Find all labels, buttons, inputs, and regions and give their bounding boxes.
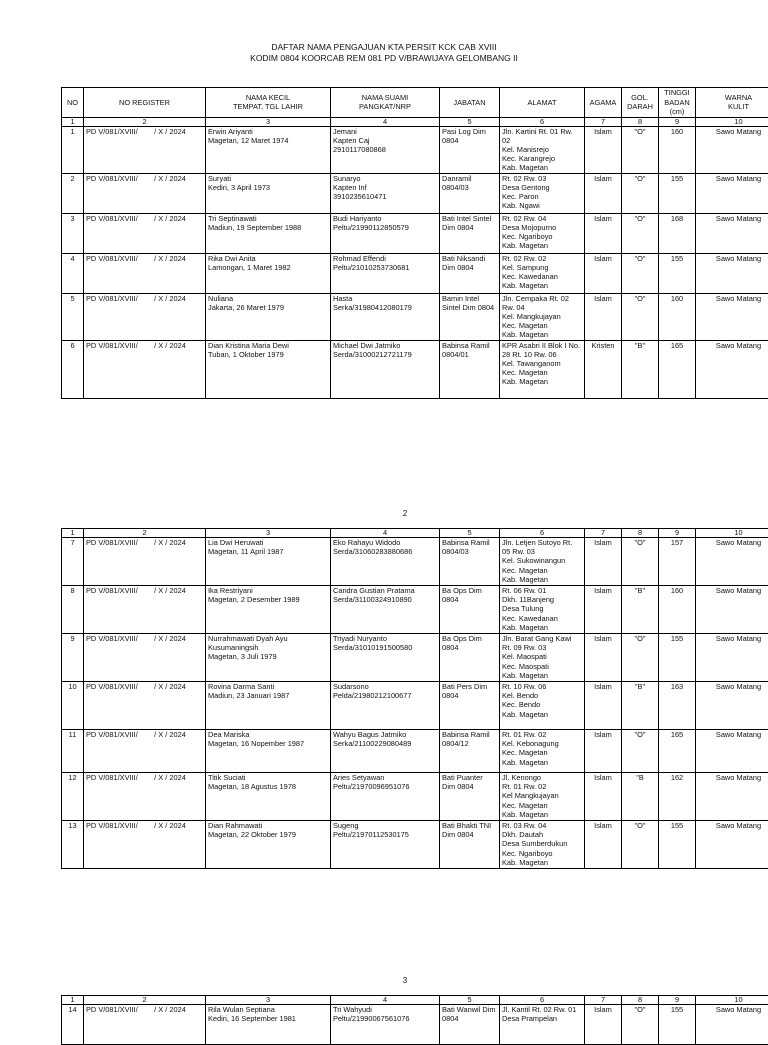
row-alamat: Jln. Kartini Rt. 01 Rw. 02 Kel. Manisrejo Kec. Karangrejo Kab. Magetan [500, 126, 585, 173]
row-tinggi: 160 [659, 293, 696, 340]
row-jabatan: Ba Ops Dim 0804 [440, 634, 500, 682]
row-no: 8 [62, 586, 84, 634]
row-warna: Sawo Matang [696, 253, 768, 293]
row-nama: Titik Suciati Magetan, 18 Agustus 1978 [206, 773, 331, 821]
doc-title-line2: KODIM 0804 KOORCAB REM 081 PD V/BRAWIJAYA GELOMBANG II [0, 53, 768, 64]
colnum: 1 [62, 529, 84, 538]
row-nama: Ika Restriyani Magetan, 2 Desember 1989 [206, 586, 331, 634]
row-register: PD V/081/XVIII/ / X / 2024 [84, 538, 206, 586]
row-tinggi: 163 [659, 682, 696, 730]
row-jabatan: Bati Bhakti TNI Dim 0804 [440, 821, 500, 869]
row-alamat: Rt. 02 Rw. 04 Desa Mojopurno Kec. Ngariboyo Kab. Magetan [500, 213, 585, 253]
row-register: PD V/081/XVIII/ / X / 2024 [84, 293, 206, 340]
row-warna: Sawo Matang [696, 682, 768, 730]
row-suami: Sugeng Peltu/21970112530175 [331, 821, 440, 869]
row-register: PD V/081/XVIII/ / X / 2024 [84, 634, 206, 682]
row-nama: Nuliana Jakarta, 26 Maret 1979 [206, 293, 331, 340]
row-alamat: Jln. Barat Gang Kawi Rt. 09 Rw. 03 Kel. Maospati Kec. Maospati Kab. Magetan [500, 634, 585, 682]
row-nama: Dian Rahmawati Magetan, 22 Oktober 1979 [206, 821, 331, 869]
table-row [62, 821, 768, 869]
colnum: 7 [585, 529, 622, 538]
header-suami: NAMA SUAMI PANGKAT/NRP [331, 88, 440, 118]
row-alamat: Rt. 10 Rw. 06 Kel. Bendo Kec. Bendo Kab. Magetan [500, 682, 585, 730]
row-jabatan: Bamin Intel Sintel Dim 0804 [440, 293, 500, 340]
row-tinggi: 155 [659, 1005, 696, 1045]
row-alamat: Rt. 02 Rw. 02 Kel. Sampung Kec. Kawedanan Kab. Magetan [500, 253, 585, 293]
column-number-row [62, 996, 768, 1005]
table-row [62, 634, 768, 682]
table-row [62, 253, 768, 293]
row-register: PD V/081/XVIII/ / X / 2024 [84, 213, 206, 253]
row-jabatan: Babinsa Ramil 0804/03 [440, 538, 500, 586]
row-warna: Sawo Matang [696, 634, 768, 682]
row-alamat: Jl. Kenongo Rt. 01 Rw. 02 Kel Mangkujayan Kec. Magetan Kab. Magetan [500, 773, 585, 821]
row-no: 3 [62, 213, 84, 253]
colnum: 9 [659, 117, 696, 126]
row-suami: Aries Setyawan Peltu/21970096951076 [331, 773, 440, 821]
table-row [62, 293, 768, 340]
row-jabatan: Bati Niksandi Dim 0804 [440, 253, 500, 293]
row-warna: Sawo Matang [696, 126, 768, 173]
row-nama: Rila Wulan Septiana Kediri, 16 September 1981 [206, 1005, 331, 1045]
colnum: 5 [440, 117, 500, 126]
row-warna: Sawo Matang [696, 213, 768, 253]
page-number-3: 3 [0, 976, 768, 985]
row-gol-darah: "O" [622, 634, 659, 682]
row-tinggi: 155 [659, 634, 696, 682]
row-gol-darah: "B" [622, 682, 659, 730]
row-agama: Islam [585, 634, 622, 682]
row-warna: Sawo Matang [696, 538, 768, 586]
row-register: PD V/081/XVIII/ / X / 2024 [84, 340, 206, 398]
row-nama: Erwin Ariyanti Magetan, 12 Maret 1974 [206, 126, 331, 173]
colnum: 4 [331, 117, 440, 126]
row-no: 7 [62, 538, 84, 586]
row-jabatan: Bati Pers Dim 0804 [440, 682, 500, 730]
header-nama: NAMA KECIL TEMPAT, TGL LAHIR [206, 88, 331, 118]
colnum: 1 [62, 117, 84, 126]
row-suami: Michael Dwi Jatmiko Serda/31000212721179 [331, 340, 440, 398]
colnum: 8 [622, 117, 659, 126]
row-gol-darah: "O" [622, 173, 659, 213]
row-warna: Sawo Matang [696, 586, 768, 634]
row-tinggi: 160 [659, 586, 696, 634]
colnum: 6 [500, 529, 585, 538]
row-alamat: KPR Asabri II Blok I No. 28 Rt. 10 Rw. 06 Kel. Tawanganom Kec. Magetan Kab. Magetan [500, 340, 585, 398]
row-tinggi: 155 [659, 173, 696, 213]
row-warna: Sawo Matang [696, 293, 768, 340]
row-gol-darah: "O" [622, 1005, 659, 1045]
row-tinggi: 160 [659, 126, 696, 173]
row-gol-darah: "O" [622, 213, 659, 253]
row-jabatan: Ba Ops Dim 0804 [440, 586, 500, 634]
colnum: 1 [62, 996, 84, 1005]
colnum: 5 [440, 996, 500, 1005]
row-alamat: Jl. Kantil Rt. 02 Rw. 01 Desa Prampelan [500, 1005, 585, 1045]
colnum: 2 [84, 996, 206, 1005]
row-alamat: Jln. Cempaka Rt. 02 Rw. 04 Kel. Mangkujayan Kec. Magetan Kab. Magetan [500, 293, 585, 340]
header-agama: AGAMA [585, 88, 622, 118]
row-gol-darah: "O" [622, 821, 659, 869]
row-tinggi: 168 [659, 213, 696, 253]
row-suami: Sudarsono Pelda/21980212100677 [331, 682, 440, 730]
row-register: PD V/081/XVIII/ / X / 2024 [84, 773, 206, 821]
colnum: 6 [500, 117, 585, 126]
row-no: 4 [62, 253, 84, 293]
header-warna: WARNA KULIT [696, 88, 768, 118]
row-agama: Islam [585, 821, 622, 869]
row-agama: Islam [585, 173, 622, 213]
row-no: 2 [62, 173, 84, 213]
row-suami: Rohmad Effendi Peltu/21010253730681 [331, 253, 440, 293]
row-warna: Sawo Matang [696, 773, 768, 821]
row-no: 9 [62, 634, 84, 682]
row-jabatan: Danramil 0804/03 [440, 173, 500, 213]
row-no: 13 [62, 821, 84, 869]
row-warna: Sawo Matang [696, 340, 768, 398]
row-gol-darah: "B" [622, 586, 659, 634]
header-gol-darah: GOL. DARAH [622, 88, 659, 118]
row-agama: Kristen [585, 340, 622, 398]
row-nama: Dian Kristina Maria Dewi Tuban, 1 Oktober 1979 [206, 340, 331, 398]
row-register: PD V/081/XVIII/ / X / 2024 [84, 173, 206, 213]
table-row [62, 340, 768, 398]
row-nama: Rovina Darma Santi Madiun, 23 Januari 1987 [206, 682, 331, 730]
row-tinggi: 157 [659, 538, 696, 586]
column-number-row [62, 529, 768, 538]
colnum: 7 [585, 117, 622, 126]
row-suami: Tri Wahyudi Peltu/21990067561076 [331, 1005, 440, 1045]
colnum: 5 [440, 529, 500, 538]
row-register: PD V/081/XVIII/ / X / 2024 [84, 1005, 206, 1045]
header-no: NO [62, 88, 84, 118]
row-agama: Islam [585, 682, 622, 730]
row-alamat: Rt. 02 Rw. 03 Desa Gentong Kec. Paron Kab. Ngawi [500, 173, 585, 213]
colnum: 10 [696, 529, 768, 538]
row-suami: Sunaryo Kapten Inf 3910235610471 [331, 173, 440, 213]
row-warna: Sawo Matang [696, 1005, 768, 1045]
row-no: 14 [62, 1005, 84, 1045]
row-gol-darah: "O" [622, 126, 659, 173]
row-gol-darah: "O" [622, 730, 659, 773]
row-register: PD V/081/XVIII/ / X / 2024 [84, 682, 206, 730]
table-row [62, 730, 768, 773]
row-suami: Hasta Serka/31980412080179 [331, 293, 440, 340]
row-nama: Lia Dwi Heruwati Magetan, 11 April 1987 [206, 538, 331, 586]
row-no: 12 [62, 773, 84, 821]
row-suami: Wahyu Bagus Jatmiko Serka/21100229080489 [331, 730, 440, 773]
row-suami: Triyadi Nuryanto Serda/31010191500580 [331, 634, 440, 682]
colnum: 8 [622, 996, 659, 1005]
header-tinggi: TINGGI BADAN (cm) [659, 88, 696, 118]
colnum: 6 [500, 996, 585, 1005]
colnum: 8 [622, 529, 659, 538]
colnum: 7 [585, 996, 622, 1005]
colnum: 3 [206, 529, 331, 538]
table-row [62, 1005, 768, 1045]
row-agama: Islam [585, 538, 622, 586]
row-nama: Suryati Kediri, 3 April 1973 [206, 173, 331, 213]
table-row [62, 126, 768, 173]
row-suami: Eko Rahayu Widodo Serda/31060283880686 [331, 538, 440, 586]
row-warna: Sawo Matang [696, 730, 768, 773]
row-alamat: Jln. Letjen Sutoyo Rt. 05 Rw. 03 Kel. Sukowinangun Kec. Magetan Kab. Magetan [500, 538, 585, 586]
colnum: 4 [331, 529, 440, 538]
colnum: 10 [696, 996, 768, 1005]
data-table-page3 [61, 995, 768, 1045]
data-table-page2 [61, 528, 768, 869]
table-row [62, 173, 768, 213]
row-register: PD V/081/XVIII/ / X / 2024 [84, 586, 206, 634]
row-gol-darah: "B [622, 773, 659, 821]
colnum: 9 [659, 996, 696, 1005]
row-register: PD V/081/XVIII/ / X / 2024 [84, 126, 206, 173]
row-suami: Jemani Kapten Caj 2910117080868 [331, 126, 440, 173]
header-alamat: ALAMAT [500, 88, 585, 118]
colnum: 2 [84, 529, 206, 538]
row-alamat: Rt. 06 Rw. 01 Dkh. 11Banjeng Desa Tulung Kec. Kawedanan Kab. Magetan [500, 586, 585, 634]
row-no: 5 [62, 293, 84, 340]
colnum: 9 [659, 529, 696, 538]
row-agama: Islam [585, 773, 622, 821]
table-row [62, 586, 768, 634]
row-jabatan: Babinsa Ramil 0804/01 [440, 340, 500, 398]
row-agama: Islam [585, 586, 622, 634]
row-alamat: Rt. 03 Rw. 04 Dkh. Dautah Desa Sumberdukun Kec. Ngariboyo Kab. Magetan [500, 821, 585, 869]
colnum: 10 [696, 117, 768, 126]
row-agama: Islam [585, 1005, 622, 1045]
row-agama: Islam [585, 126, 622, 173]
row-nama: Dea Mariska Magetan, 16 Nopember 1987 [206, 730, 331, 773]
colnum: 2 [84, 117, 206, 126]
row-jabatan: Pasi Log Dim 0804 [440, 126, 500, 173]
row-warna: Sawo Matang [696, 821, 768, 869]
row-agama: Islam [585, 253, 622, 293]
row-alamat: Rt. 01 Rw. 02 Kel. Kebonagung Kec. Magetan Kab. Magetan [500, 730, 585, 773]
row-agama: Islam [585, 213, 622, 253]
row-no: 6 [62, 340, 84, 398]
row-tinggi: 165 [659, 340, 696, 398]
row-register: PD V/081/XVIII/ / X / 2024 [84, 821, 206, 869]
row-tinggi: 162 [659, 773, 696, 821]
row-tinggi: 165 [659, 730, 696, 773]
row-agama: Islam [585, 730, 622, 773]
row-gol-darah: "O" [622, 253, 659, 293]
row-jabatan: Bati Puanter Dim 0804 [440, 773, 500, 821]
row-gol-darah: "O" [622, 538, 659, 586]
column-number-row [62, 117, 768, 126]
header-jabatan: JABATAN [440, 88, 500, 118]
page-number-2: 2 [0, 509, 768, 518]
row-gol-darah: "B" [622, 340, 659, 398]
row-no: 1 [62, 126, 84, 173]
table-row [62, 538, 768, 586]
colnum: 3 [206, 996, 331, 1005]
colnum: 3 [206, 117, 331, 126]
colnum: 4 [331, 996, 440, 1005]
row-jabatan: Babinsa Ramil 0804/12 [440, 730, 500, 773]
row-no: 10 [62, 682, 84, 730]
row-jabatan: Bati Wanwil Dim 0804 [440, 1005, 500, 1045]
row-tinggi: 155 [659, 821, 696, 869]
row-register: PD V/081/XVIII/ / X / 2024 [84, 253, 206, 293]
row-register: PD V/081/XVIII/ / X / 2024 [84, 730, 206, 773]
table-header-row [62, 88, 768, 118]
row-agama: Islam [585, 293, 622, 340]
row-suami: Budi Hariyanto Peltu/21990112850579 [331, 213, 440, 253]
row-gol-darah: "O" [622, 293, 659, 340]
row-tinggi: 155 [659, 253, 696, 293]
table-row [62, 773, 768, 821]
data-table-page1 [61, 87, 768, 399]
header-register: NO REGISTER [84, 88, 206, 118]
row-nama: Nurrahmawati Dyah Ayu Kusumaningsih Magetan, 3 Juli 1979 [206, 634, 331, 682]
table-row [62, 213, 768, 253]
row-no: 11 [62, 730, 84, 773]
row-nama: Rika Dwi Anita Lamongan, 1 Maret 1982 [206, 253, 331, 293]
doc-title-line1: DAFTAR NAMA PENGAJUAN KTA PERSIT KCK CAB XVIII [0, 42, 768, 53]
row-nama: Tri Septinawati Madiun, 19 September 1988 [206, 213, 331, 253]
row-jabatan: Bati Intel Sintel Dim 0804 [440, 213, 500, 253]
table-row [62, 682, 768, 730]
row-warna: Sawo Matang [696, 173, 768, 213]
row-suami: Candra Gustian Pratama Serda/31100324910890 [331, 586, 440, 634]
